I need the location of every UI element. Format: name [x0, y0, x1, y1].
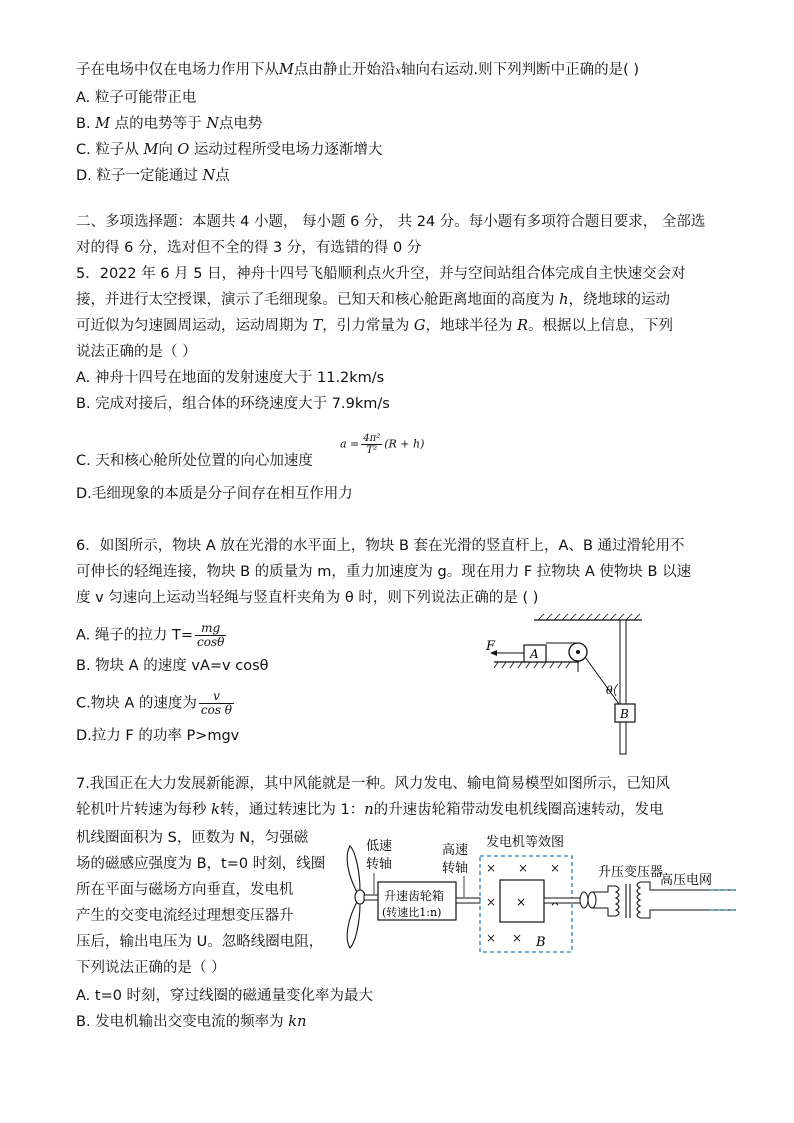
q6-stem-line1: 6．如图所示，物块 A 放在光滑的水平面上，物块 B 套在光滑的竖直杆上，A、B 通过滑轮用不: [76, 538, 685, 554]
svg-text:×: ×: [550, 861, 561, 875]
gearbox-label-1: 升速齿轮箱: [384, 889, 445, 903]
q4-option-a: A. 粒子可能带正电: [76, 90, 197, 106]
transformer-label: 升压变压器: [598, 865, 664, 880]
svg-text:×: ×: [518, 861, 529, 875]
q6-pulley-diagram: [484, 612, 644, 756]
q6-option-a: A. 绳子的拉力 T= $\frac{mg}{\cos\theta}$: [76, 621, 225, 649]
section2-heading-line2: 对的得 6 分，选对但不全的得 3 分，有选错的得 0 分: [76, 240, 422, 256]
low-speed-label-2: 转轴: [366, 857, 393, 872]
q4-option-b: B. M 点的电势等于 N点电势: [76, 116, 263, 132]
low-speed-label-1: 低速: [366, 839, 393, 854]
q7-stem-line6: 产生的交变电流经过理想变压器升: [76, 908, 294, 924]
svg-text:×: ×: [486, 861, 497, 875]
q6-stem-line3: 度 v 匀速向上运动当轻绳与竖直杆夹角为 θ 时，则下列说法正确的是 ( ): [76, 590, 539, 606]
magnetic-field-label: B: [536, 935, 546, 950]
q6-option-c: C.物块 A 的速度为 $\frac{v}{\text{cos θ}}$: [76, 689, 233, 717]
q7-stem-line2: 轮机叶片转速为每秒 k转，通过转速比为 1：n的升速齿轮箱带动发电机线圈高速转动，发电: [76, 802, 664, 818]
q6-option-b: B. 物块 A 的速度 vA=v cosθ: [76, 658, 269, 674]
q7-stem-line5: 所在平面与磁场方向垂直，发电机: [76, 882, 294, 898]
q5-option-a: A. 神舟十四号在地面的发射速度大于 11.2km/s: [76, 370, 385, 386]
generator-label: 发电机等效图: [486, 835, 565, 850]
wind-turbine-propeller: [347, 846, 365, 948]
svg-text:×: ×: [516, 895, 527, 909]
step-up-transformer: [616, 882, 640, 918]
gearbox-label-2: (转速比1:n): [382, 906, 442, 919]
q7-stem-line1: 7.我国正在大力发展新能源，其中风能就是一种。风力发电、输电简易模型如图所示，已知风: [76, 776, 670, 792]
q5-stem-line1: 5．2022 年 6 月 5 日，神舟十四号飞船顺利点火升空，并与空间站组合体完成自主快速交会对: [76, 266, 686, 282]
q6-stem-line2: 可伸长的轻绳连接，物块 B 的质量为 m，重力加速度为 g。现在用力 F 拉物块 A 使物块 B 以速: [76, 564, 692, 580]
q4-option-d: D. 粒子一定能通过 N点: [76, 168, 230, 184]
q5-stem-line2: 接，并进行太空授课，演示了毛细现象。已知天和核心舱距离地面的高度为 h，绕地球的运动: [76, 292, 670, 308]
svg-text:×: ×: [486, 931, 497, 945]
q7-option-b: B. 发电机输出交变电流的频率为 kn: [76, 1014, 307, 1030]
grid-label: 高压电网: [660, 873, 713, 888]
q4-stem: 子在电场中仅在电场力作用下从M点由静止开始沿x轴向右运动.则下列判断中正确的是( ): [76, 62, 640, 78]
q5-option-b: B. 完成对接后，组合体的环绕速度大于 7.9km/s: [76, 396, 390, 412]
q7-stem-line3: 机线圈面积为 S，匝数为 N，匀强磁: [76, 830, 309, 846]
force-label: F: [486, 639, 496, 654]
q5-option-c: C. 天和核心舱所处位置的向心加速度: [76, 453, 313, 469]
high-speed-label-1: 高速: [442, 843, 469, 858]
q5-stem-line3: 可近似为匀速圆周运动，运动周期为 T，引力常量为 G，地球半径为 R。根据以上信息，下列: [76, 318, 674, 334]
q5-stem-line4: 说法正确的是（ ）: [76, 344, 197, 360]
high-speed-label-2: 转轴: [442, 861, 469, 876]
q7-stem-line8: 下列说法正确的是（ ）: [76, 960, 226, 976]
svg-text:×: ×: [512, 931, 523, 945]
q4-option-c: C. 粒子从 M向 O 运动过程所受电场力逐渐增大: [76, 142, 383, 158]
q5-acceleration-formula: a = $\frac{\text{4π²}}{\text{T²}}$ (R + h): [340, 433, 425, 456]
q5-option-d: D.毛细现象的本质是分子间存在相互作用力: [76, 486, 353, 502]
theta-label: θ: [606, 684, 613, 697]
q7-option-a: A. t=0 时刻，穿过线圈的磁通量变化率为最大: [76, 988, 374, 1004]
q6-option-d: D.拉力 F 的功率 P>mgv: [76, 728, 240, 744]
q7-wind-power-diagram: [340, 828, 740, 956]
block-b-label: B: [620, 707, 629, 721]
block-a-label: A: [530, 647, 539, 661]
section2-heading-line1: 二、多项选择题：本题共 4 小题， 每小题 6 分， 共 24 分。每小题有多项符合题目要求， 全部选: [76, 214, 706, 230]
svg-text:×: ×: [486, 895, 497, 909]
q7-stem-line4: 场的磁感应强度为 B，t=0 时刻，线圈: [76, 856, 326, 872]
q7-stem-line7: 压后，输出电压为 U。忽略线圈电阻，: [76, 934, 324, 950]
